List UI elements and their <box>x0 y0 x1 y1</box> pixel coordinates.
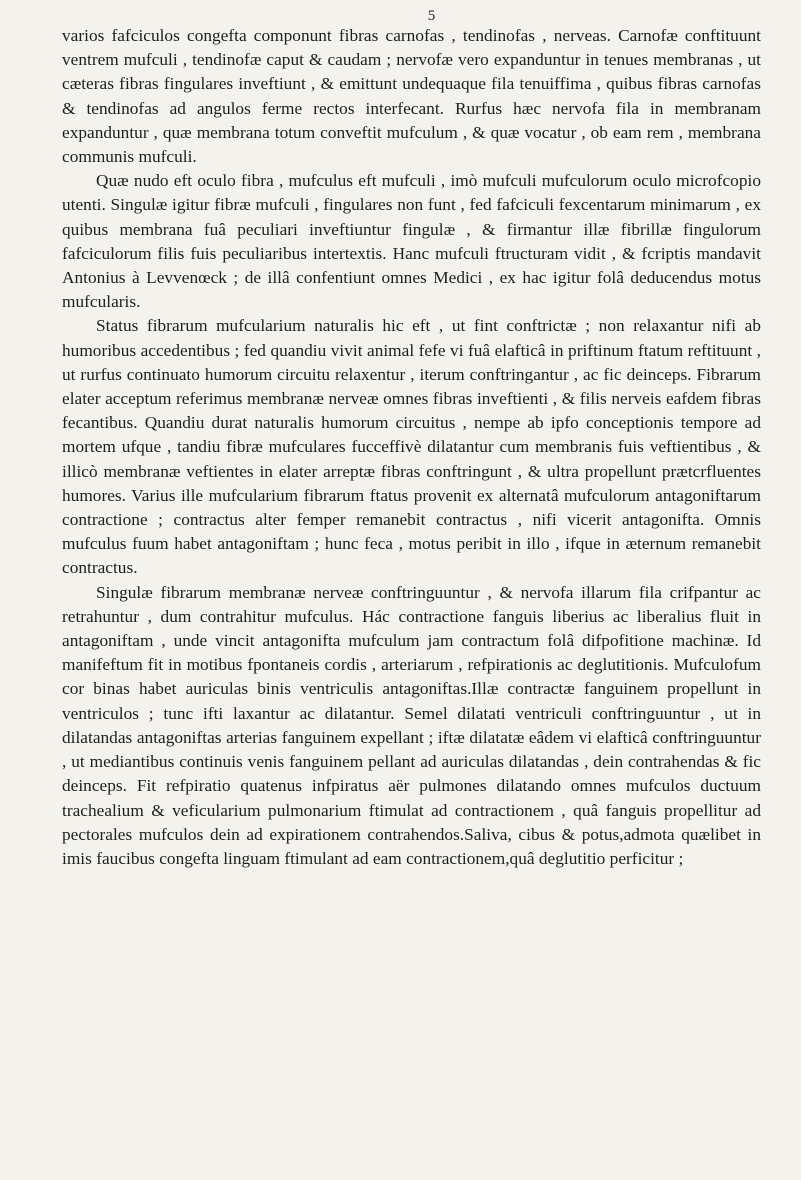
paragraph-4: Singulæ fibrarum membranæ nerveæ conftringuuntur , & nervofa illarum fila crifpantur ac retrahuntur , dum contrahitur mufculus. Hác contractione fanguis liberius ac liberalius fluit in antagoniftam , unde vincit antagonifta mufculum jam contractum folâ difpofitione machinæ. Id manifeftum fit in motibus fpontaneis cordis , arteriarum , refpirationis ac deglutitionis. Mufculofum cor binas habet auriculas binis ventriculis antagoniftas.Illæ contractæ fanguinem propellunt in ventriculos ; tunc ifti laxantur ac dilatantur. Semel dilatati ventriculi conftringuuntur , ut in dilatandas antagoniftas arterias fanguinem expellant ; iftæ dilatatæ eâdem vi elafticâ conftringuuntur , ut mediantibus continuis venis fanguinem pellant ad auriculas dilatandas , dein contrahendas & fic deinceps. Fit refpiratio quatenus infpiratus aër pulmones dilatando omnes mufculos ductuum trachealium & veficularium pulmonarium ftimulat ad contractionem , quâ fanguis propellitur ad pectorales mufculos dein ad expirationem contrahendos.Saliva, cibus & potus,admota quælibet in imis faucibus congefta linguam ftimulant ad eam contractionem,quâ deglutitio perficitur ; <box>62 582 761 868</box>
page-number: 5 <box>427 8 436 24</box>
body-text <box>62 24 761 871</box>
paragraph-3: Status fibrarum mufcularium naturalis hic eft , ut fint conftrictæ ; non relaxantur nifi ab humoribus accedentibus ; fed quandiu vivit animal fefe vi fuâ elafticâ in priftinum ftatum reftituunt , ut rurfus continuato humorum circuitu relaxentur , iterum conftringantur , ac fic deinceps. Fibrarum elater acceptum referimus membranæ nerveæ omnes fibras inveftienti , & filis nerveis eafdem fibras fecantibus. Quandiu durat naturalis humorum circuitus , nempe ab ipfo conceptionis tempore ad mortem ufque , tandiu fibræ mufculares fucceffivè dilatantur cum membranis fuis veftientibus , & illicò membranæ veftientes in elater arreptæ fibras conftringunt , & ultra propellunt prætcrfluentes humores. Varius ille mufcularium fibrarum ftatus provenit ex alternatâ mufculorum antagoniftarum contractione ; contractus alter femper remanebit contractus , nifi vicerit antagonifta. Omnis mufculus fuum habet antagoniftam ; hunc feca , motus peribit in illo , ifque in æternum remanebit contractus. <box>62 316 761 578</box>
paragraph-2: Quæ nudo eft oculo fibra , mufculus eft mufculi , imò mufculi mufculorum oculo microfcopio utenti. Singulæ igitur fibræ mufculi , fingulares non funt , fed fafciculi fexcentarum minimarum , ex quibus membrana fuâ peculiari inveftiuntur fingulæ , & firmantur illæ fibrillæ fingulorum fafciculorum filis fuis peculiaribus intertextis. Hanc mufculi ftructuram vidit , & fcriptis mandavit Antonius à Levvenœck ; de illâ confentiunt omnes Medici , ex hac igitur folâ deducendus motus mufcularis. <box>62 171 761 312</box>
paragraph-1: varios fafciculos congefta componunt fibras carnofas , tendinofas , nerveas. Carnofæ conftituunt ventrem mufculi , tendinofæ caput & caudam ; nervofæ vero expanduntur in tenues membranas , ut cæteras fibras fingulares inveftiunt , & emittunt undequaque fila tenuiffima , quibus fibras carnofas & tendinofas ad angulos ferme rectos interfecant. Rurfus hæc nervofa fila in membranam expanduntur , quæ membrana totum conveftit mufculum , & quæ vocatur , ob eam rem , membrana communis mufculi. <box>62 26 761 167</box>
